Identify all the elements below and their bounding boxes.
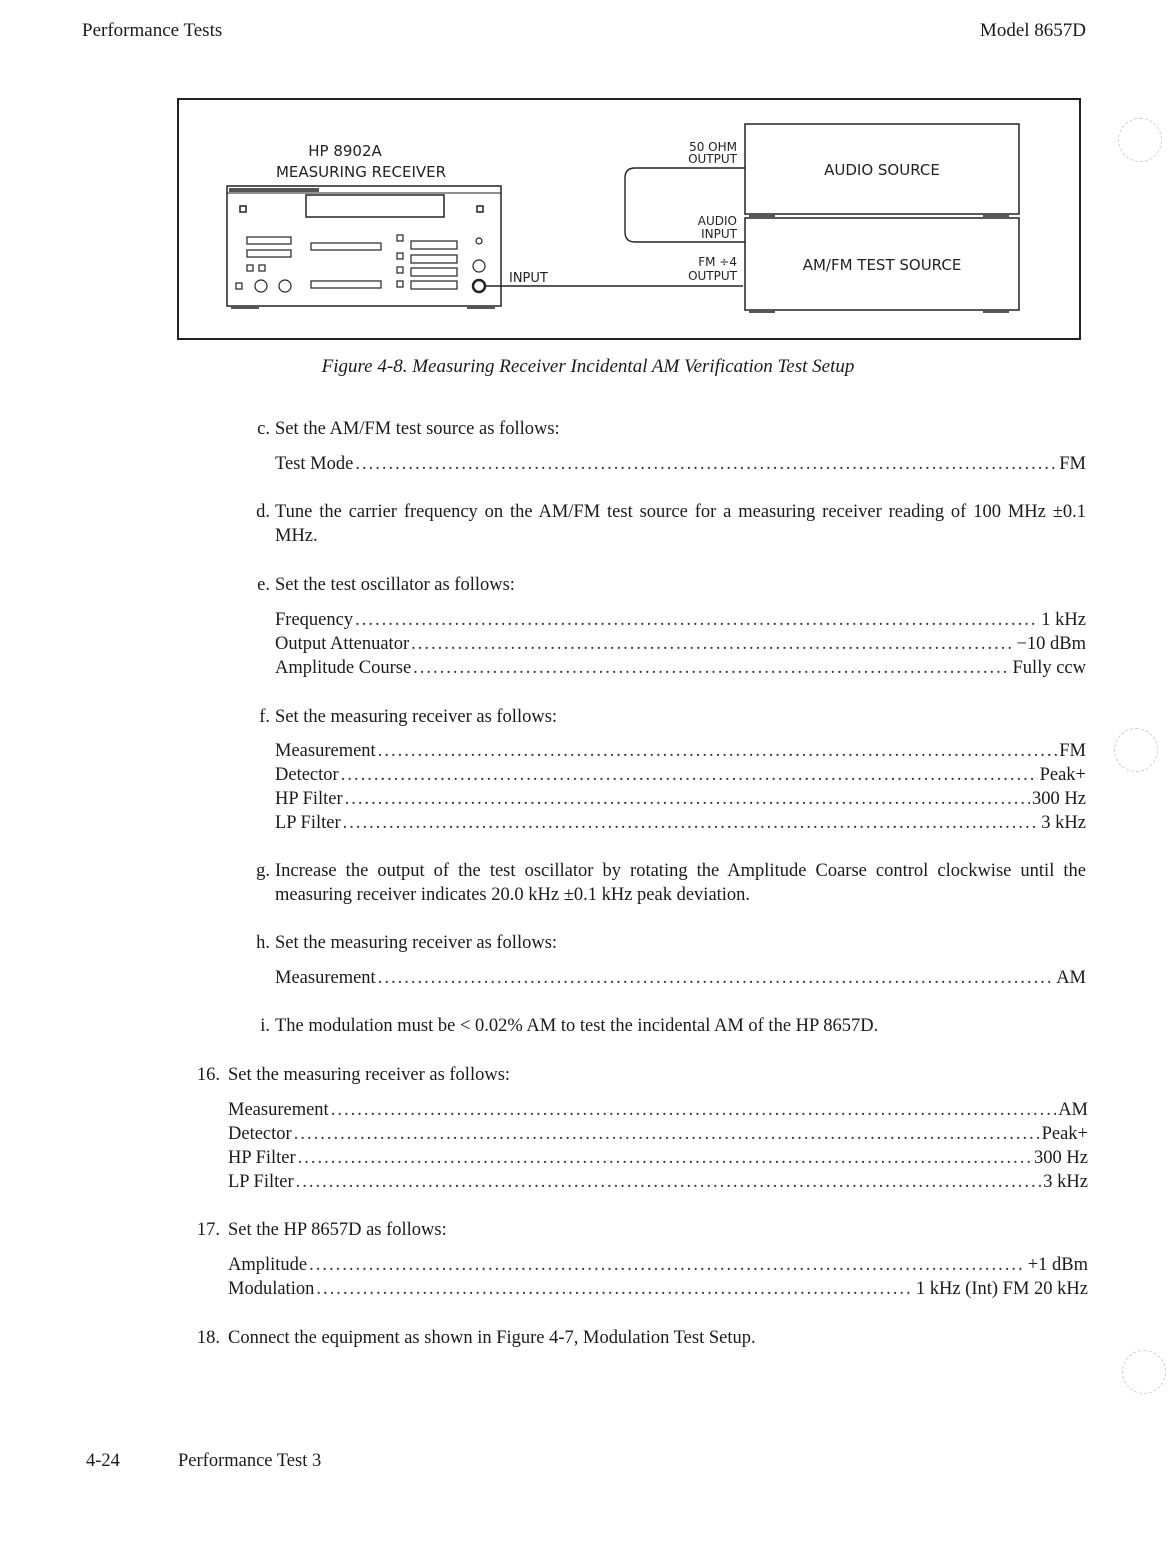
setting-value: 3 kHz [1043, 1172, 1088, 1192]
audio-source-label: AUDIO SOURCE [824, 161, 940, 179]
step-h [248, 931, 1086, 955]
step-label: 17. [196, 1220, 220, 1240]
setting-value: AM [1058, 1100, 1088, 1120]
setting-name: Detector [275, 765, 339, 785]
step-text: Increase the output of the test oscillator by rotating the Amplitude Coarse control clockwise until the measuring receiver indicates 20.0 kHz ±0.1 kHz peak deviation. [275, 861, 1086, 905]
header-model: Model 8657D [979, 20, 1086, 41]
setting-name: Measurement [275, 968, 376, 988]
measuring-receiver-instrument [227, 186, 501, 309]
setting-value: AM [1056, 968, 1086, 988]
setting-name: HP Filter [275, 789, 343, 809]
step-18 [186, 1326, 1088, 1350]
setting-name: HP Filter [228, 1148, 296, 1168]
setting-row [228, 1122, 1088, 1146]
setting-row [275, 811, 1086, 835]
setting-name: LP Filter [275, 813, 341, 833]
setting-row [275, 787, 1086, 811]
ohm-output-label-2: OUTPUT [688, 152, 737, 166]
setting-value: 3 kHz [1041, 813, 1086, 833]
step-label: i. [260, 1016, 270, 1036]
step-text: Set the measuring receiver as follows: [275, 707, 558, 727]
footer-section: Performance Test 3 [178, 1451, 322, 1471]
setting-value: 1 kHz [1041, 610, 1086, 630]
fm-output-label-1: FM ÷4 [698, 255, 737, 269]
setting-name: Frequency [275, 610, 354, 630]
setting-name: Amplitude Course [275, 658, 412, 678]
step-f [248, 705, 1086, 729]
step-label: e. [257, 575, 270, 595]
setting-value: −10 dBm [1016, 634, 1086, 654]
setting-name: Amplitude [228, 1255, 308, 1275]
setting-value: Fully ccw [1012, 658, 1086, 678]
setting-value: FM [1059, 741, 1086, 761]
setting-value: Peak+ [1041, 1124, 1088, 1144]
step-c [248, 417, 1086, 441]
step-label: d. [256, 502, 270, 522]
step-17 [186, 1218, 1088, 1242]
amfm-source-label: AM/FM TEST SOURCE [802, 256, 962, 274]
figure-caption: Figure 4-8. Measuring Receiver Incidental AM Verification Test Setup [321, 356, 855, 377]
step-text: The modulation must be < 0.02% AM to test the incidental AM of the HP 8657D. [275, 1016, 879, 1036]
setting-value: 1 kHz (Int) FM 20 kHz [915, 1279, 1088, 1299]
step-text: Set the HP 8657D as follows: [228, 1220, 447, 1240]
setting-name: Measurement [228, 1100, 329, 1120]
step-label: f. [259, 707, 270, 727]
step-text: Set the AM/FM test source as follows: [275, 419, 560, 439]
fm-output-label-2: OUTPUT [688, 269, 737, 283]
step-label: h. [256, 933, 270, 953]
setting-row [275, 632, 1086, 656]
setting-name: LP Filter [228, 1172, 294, 1192]
input-label: INPUT [509, 271, 548, 286]
ohm-output-label-1: 50 OHM [689, 140, 737, 154]
punch-hole [1122, 1350, 1166, 1394]
audio-input-label-1: AUDIO [697, 214, 737, 228]
step-label: g. [256, 861, 270, 881]
settings-list-17 [228, 1253, 1088, 1301]
step-text: Set the measuring receiver as follows: [275, 933, 558, 953]
setting-value: 300 Hz [1032, 789, 1086, 809]
setting-name: Output Attenuator [275, 634, 410, 654]
step-text: Set the measuring receiver as follows: [228, 1065, 511, 1085]
receiver-title-1: HP 8902A [308, 142, 382, 160]
step-d [248, 500, 1086, 548]
step-text: Tune the carrier frequency on the AM/FM test source for a measuring receiver reading of 100 MHz ±0.1 MHz. [275, 502, 1086, 546]
setting-row [228, 1277, 1088, 1301]
settings-list-f [275, 739, 1086, 835]
setting-value: 300 Hz [1034, 1148, 1088, 1168]
step-text: Set the test oscillator as follows: [275, 575, 515, 595]
footer-page-number: 4-24 [86, 1451, 120, 1471]
punch-hole [1118, 118, 1162, 162]
setting-name: Measurement [275, 741, 376, 761]
setting-row [275, 608, 1086, 632]
setting-name: Modulation [228, 1279, 315, 1299]
step-16 [186, 1063, 1088, 1087]
settings-list-h [275, 966, 1086, 990]
step-i [248, 1014, 1086, 1038]
test-setup-figure [177, 98, 1081, 340]
setting-value: Peak+ [1039, 765, 1086, 785]
step-e [248, 573, 1086, 597]
punch-hole [1114, 728, 1158, 772]
setting-name: Detector [228, 1124, 292, 1144]
setting-row [275, 452, 1086, 476]
setting-row [275, 656, 1086, 680]
audio-input-label-2: INPUT [701, 227, 737, 241]
setting-value: +1 dBm [1027, 1255, 1088, 1275]
step-label: 16. [196, 1065, 220, 1085]
setting-row [275, 763, 1086, 787]
setting-row [228, 1170, 1088, 1194]
header-section-title: Performance Tests [82, 20, 223, 41]
settings-list-e [275, 608, 1086, 680]
receiver-title-2: MEASURING RECEIVER [275, 163, 447, 181]
step-label: 18. [196, 1328, 220, 1348]
test-setup-diagram [179, 100, 1083, 342]
step-label: c. [257, 419, 270, 439]
setting-row [275, 966, 1086, 990]
setting-row [228, 1253, 1088, 1277]
step-text: Connect the equipment as shown in Figure 4-7, Modulation Test Setup. [228, 1328, 756, 1348]
settings-list-16 [228, 1098, 1088, 1194]
setting-value: FM [1059, 454, 1086, 474]
setting-row [228, 1098, 1088, 1122]
setting-row [275, 739, 1086, 763]
setting-name: Test Mode [275, 454, 354, 474]
settings-list-c [275, 452, 1086, 476]
setting-row [228, 1146, 1088, 1170]
step-g [248, 859, 1086, 907]
